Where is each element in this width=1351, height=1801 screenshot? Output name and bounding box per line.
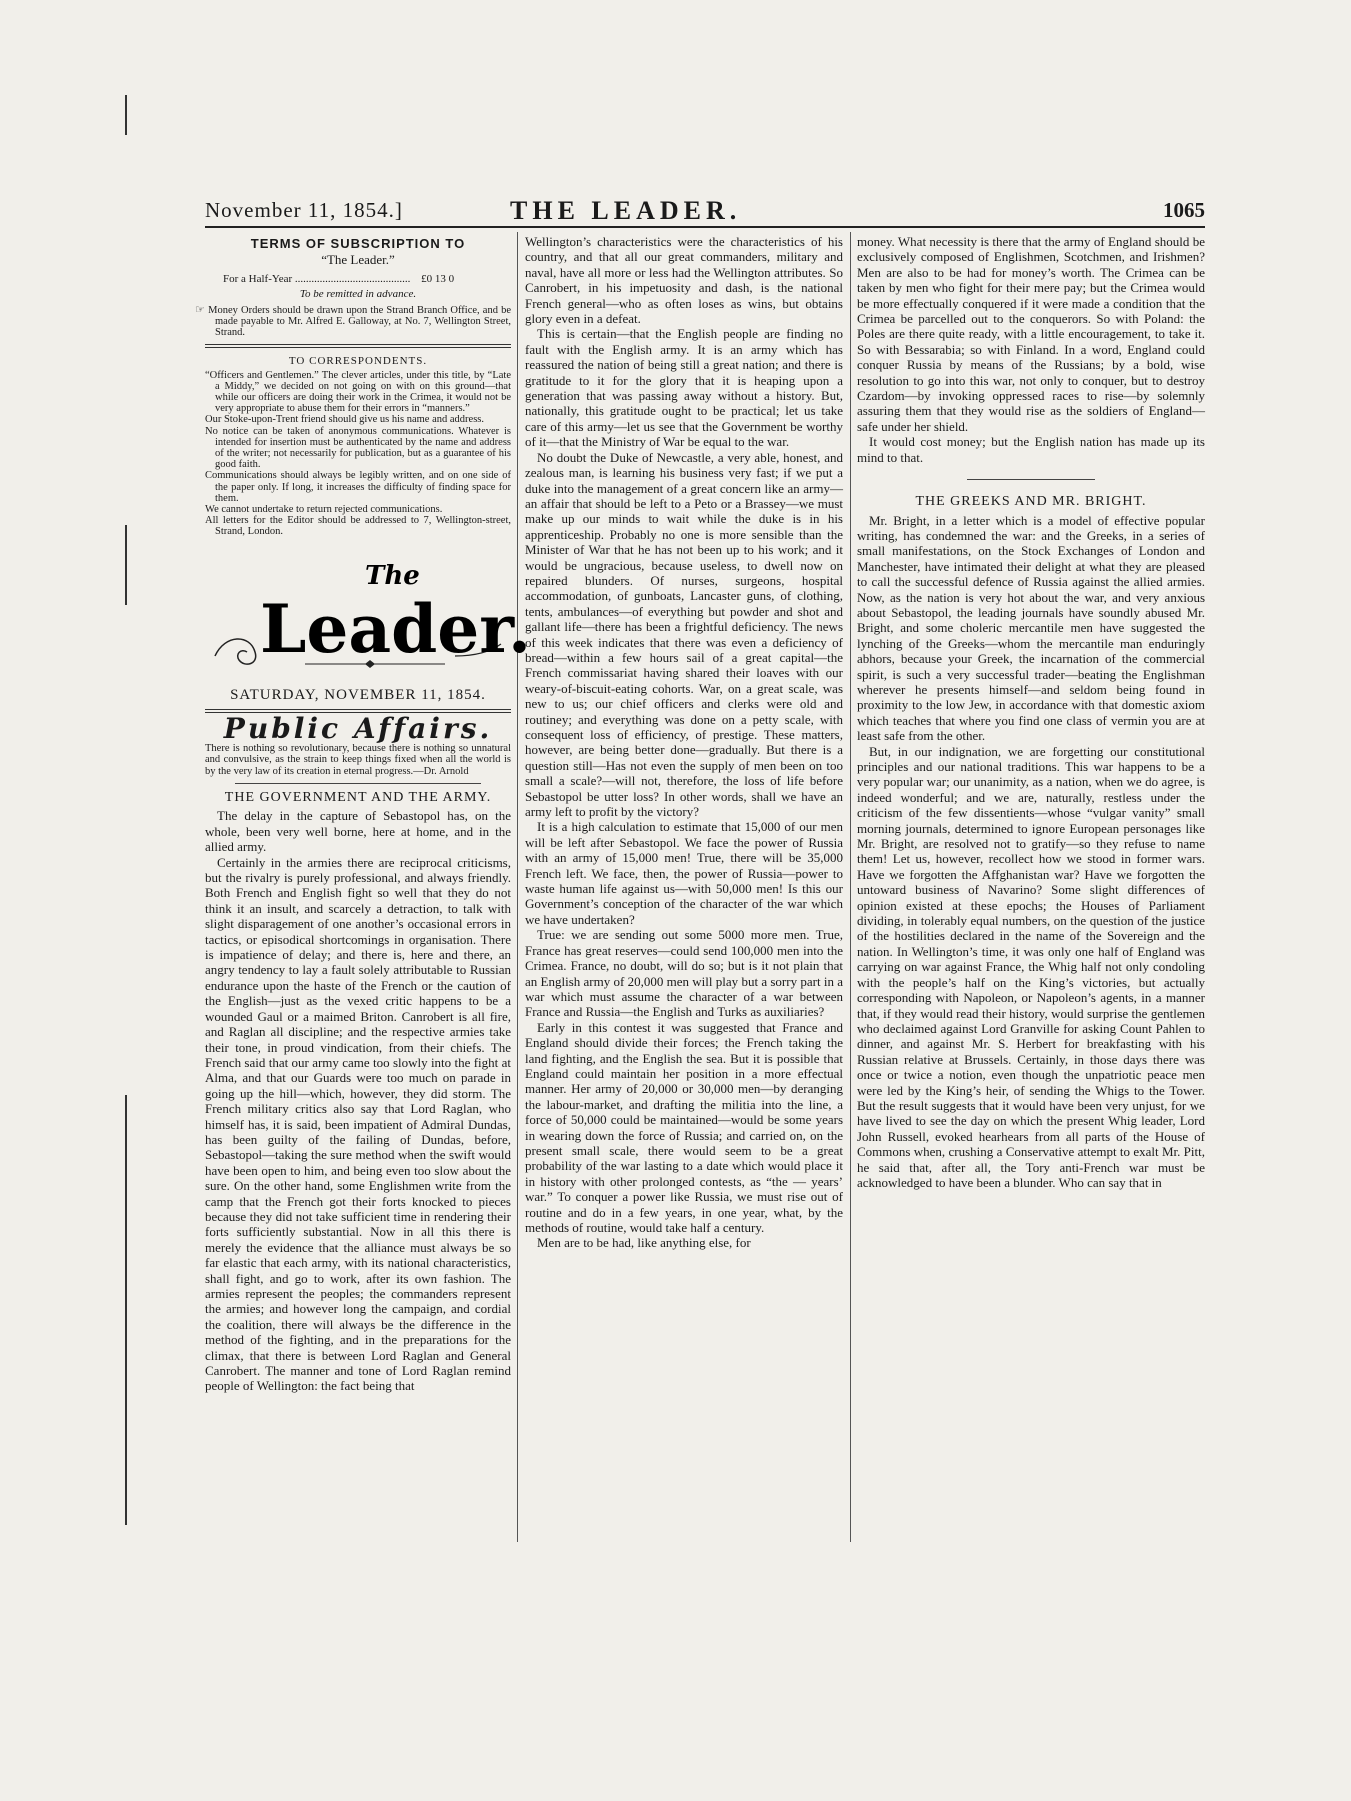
epigraph: There is nothing so revolutionary, because there is nothing so unnatural and convulsive, as the strain to keep things fixed when all the world is by the very law of its creation in eternal progress.—Dr. Arnold <box>205 742 511 777</box>
advance-note: To be remitted in advance. <box>299 288 417 301</box>
article-paragraph: No doubt the Duke of Newcastle, a very able, honest, and zealous man, is learning his business very fast; if we put a duke into the management of a great concern like an army—an affair that should be left to a Peto or a Brassey—we must make up our minds to wait while the duke is in his apprenticeship. Probably no one is more sensible than the Minister of War that he has not been up to his work; and it would be ungracious, because useless, to dwell now on repaired blunders. Of nurses, surgeons, hospital accommodation, of gunboats, Lancaster guns, of clothing, tents, ambulances—of everything but powder and shot and gallant life—there has been a frightful deficiency. The news of this week indicates that there was even a deficiency of bread—within a few hours sail of a great capital—the French commissariat having shared their loaves with our weary-of-biscuit-eating cohorts. War, on a great scale, was new to us; our chief officers and clerks were old and routiney; and everything was done on a petty scale, with consequent loss of efficiency, of prestige. These matters, however, are being better done—gradually. But there is a question still—Has not even the supply of men been on too small a scale?—will not, therefore, the loss of life before Sebastopol be utter loss? In other words, shall we have an army left to profit by the victory? <box>525 449 843 820</box>
article-paragraph: Wellington’s characteristics were the characteristics of his country, and that all our great commanders, military and naval, have all more or less had the Wellington attributes. So Canrobert, in his impetuosity and dash, is the national French general—who as often loses as wins, but obtains glory even in a defeat. <box>525 234 843 327</box>
rule <box>967 479 1095 480</box>
header-date: November 11, 1854.] <box>205 198 403 222</box>
rule <box>235 783 481 784</box>
article-paragraph: Men are to be had, like anything else, for <box>537 1235 751 1251</box>
page-header <box>205 198 1205 228</box>
issue-date: SATURDAY, NOVEMBER 11, 1854. <box>230 686 486 703</box>
page-number: 1065 <box>1163 198 1205 222</box>
column-divider <box>517 232 518 1542</box>
article-title: THE GOVERNMENT AND THE ARMY. <box>224 790 492 805</box>
article-title: THE GREEKS AND MR. BRIGHT. <box>915 494 1147 510</box>
subscription-paper-name: “The Leader.” <box>321 252 395 268</box>
correspondent-note: Our Stoke-upon-Trent friend should give us his name and address. <box>205 414 484 426</box>
double-rule <box>205 344 511 348</box>
article-paragraph: The delay in the capture of Sebastopol has, on the whole, been very well borne, here at home, and in the allied army. <box>205 808 511 855</box>
article-paragraph: But, in our indignation, we are forgetting our constitutional principles and our national traditions. This war happens to be a very popular war; our unanimity, as a nation, when we do agree, is indeed wonderful; and we are, naturally, restless under the criticism of the few dissentients—whose “vulgar vanity” small morning journals, determined to ignore European personages like Mr. Bright, are resolved not to gratify—so they refuse to name them! Let us, however, recollect how we stood in former wars. Have we forgotten the Affghanistan war? Have we forgotten the untoward business of Navarino? Some slight differences of opinion existed at these epochs; the Houses of Parliament dividing, in tolerably equal numbers, on the question of the justice of the hostilities declared in the name of the Sovereign and the nation. In Wellington’s time, it was only one half of England was carrying on war against France, the Whig half not only condoling with the people’s half on the King’s victories, but actually corresponding with Napoleon, or Napoleon’s agents, in a manner that, if they would read their history, would surprise the gentlemen who declaimed against Lord Granville for asking Count Pahlen to dinner, and against Mr. S. Herbert for breakfasting with his Russian relative at Brussels. Certainly, in those days there was once or twice a notion, even though the unpatriotic peace men were led by the King’s heir, of sending the Whigs to the Tower. But the result suggests that it would have been very unjust, for we have lived to see the day on which the present Whig leader, Lord John Russell, evoked hearhears from all parts of the House of Commons when, crushing a Conservative attempt to exalt Mr. Pitt, he said that, after all, the Tory anti-French war must be acknowledged to have been a blunder. Who can say that in <box>857 743 1205 1190</box>
column-2 <box>525 234 843 1544</box>
fee-label: For a Half-Year <box>223 272 293 285</box>
article-paragraph: Certainly in the armies there are reciprocal criticisms, but the rivalry is purely professional, and always friendly. Both French and English fight so well that they do not think it an insult, and scarcely a detraction, to talk with slight disparagement of one another’s occasional errors in tactics, or episodical shortcomings in organisation. There is impatience of delay; and there is, here and there, an angry tendency to lay a fault solely attributable to Russian endurance upon the haste of the French or the caution of the English—just as the vexed critic happens to be a wounded Gaul or a maimed Briton. Canrobert is all fire, and Raglan all discipline; and the respective armies take their tone, in proud vindication, from their chiefs. The French said that our army came too slowly into the fight at Alma, and that our Guards were too much on parade in going up the hill—which, however, they did storm. The French military critics also say that Lord Raglan, who himself has, it is said, been impatient of Admiral Dundas, has been guilty of the failing of Dundas, before, Sebastopol—taking the sure method when the swift would have been open to him, and being even too slow about the sure. On the other hand, some Englishmen write from the camp that the French got their forts knocked to pieces because they did not take sufficient time in rendering their forts sufficiently substantial. Now in all this there is merely the evidence that the alliance must always be so far elastic that each army, with its national characteristics, shall fight, and go to work, after its own fashion. The armies represent the peoples; the commanders represent the armies; and however long the campaign, and cordial the coalition, there will always be the difference in the method of the fighting, and in the preparations for the climax, that there is between Lord Raglan and General Canrobert. The manner and tone of Lord Raglan remind people of Wellington: the fact being that <box>205 854 511 1394</box>
header-rule <box>205 226 1205 228</box>
article-paragraph: Early in this contest it was suggested that France and England should divide their forces; the French taking the land fighting, and the English the sea. But it is possible that England could maintain her position in a more effectual manner. Her army of 20,000 or 30,000 men—by deranging the labour-market, and drafting the militia into the line, a force of 50,000 could be maintained—would be some years in wearing down the force of Russia; and carried on, on the present small scale, there would seem to be a great probability of the war lasting to a date which would place it in history with other prolonged contests, as “the — years’ war.” To conquer a power like Russia, we must rise out of routine and do in a few years, in one year, what, by the methods of routine, would take half a century. <box>525 1019 843 1235</box>
section-heading: Public Affairs. <box>223 712 493 746</box>
correspondent-note: “Officers and Gentlemen.” The clever articles, under this title, by “Late a Middy,” we decided on not going on with on this ground—that while our officers are doing their work in the Crimea, it would not be very appropriate to abuse them for their errors in “manners.” <box>205 369 511 415</box>
masthead <box>205 560 531 684</box>
money-orders-note: ☞ Money Orders should be drawn upon the Strand Branch Office, and be made payable to Mr. Alfred E. Galloway, at No. 7, Wellington Street, Strand. <box>195 303 511 339</box>
correspondent-note: Communications should always be legibly written, and on one side of the paper only. If long, it increases the difficulty of finding space for them. <box>205 470 511 504</box>
correspondent-note: No notice can be taken of anonymous communications. Whatever is intended for insertion must be authenticated by the name and address of the writer; not necessarily for publication, but as a guarantee of his good faith. <box>205 425 511 471</box>
article-paragraph: Mr. Bright, in a letter which is a model of effective popular writing, has condemned the war: and the Greeks, in a series of small manifestations, on the Stock Exchanges of London and Manchester, have intimated their delight at what they are pleased to call the successful defence of Russia against the allied armies. Now, as the nation is very hot about the war, and very anxious about Sebastopol, the leading journals have soundly abused Mr. Bright, and some choleric mercantile men have suggested the lynching of the Greeks—whom the mercantile man enduringly abhors, because your Greek, the incarnation of the commercial spirit, is such a very successful trader—beating the Englishman wherever he presents himself—and seldom being found in proximity to the low Jew, in accordance with that domestic axiom which teaches that where you find one class of vermin you are at least safe from the other. <box>857 512 1205 744</box>
article-paragraph: True: we are sending out some 5000 more men. True, France has great reserves—could send 100,000 men into the Crimea. France, no doubt, will do so; but is it not plain that an English army of 20,000 men will play but a sorry part in a war which must assume the character of a war between France and Russia—the English and Turks as auxiliaries? <box>525 927 843 1020</box>
column-1 <box>195 234 531 1544</box>
money-orders-text: Money Orders should be drawn upon the Strand Branch Office, and be made payable to Mr. Alfred E. Galloway, at No. 7, Wellington Street, Strand. <box>208 304 511 339</box>
correspondents-notes <box>205 370 511 538</box>
correspondents-heading: TO CORRESPONDENTS. <box>288 355 428 368</box>
masthead-title: Leader. <box>260 589 531 668</box>
article-paragraph: It is a high calculation to estimate that 15,000 of our men will be left after Sebastopol. We face the power of Russia with an army of 15,000 men! True, there will be 35,000 French left. We face, then, the power of Russia—power to waste human life against us—with 50,000 men! Is this our Government’s conception of the character of the war which we have undertaken? <box>525 819 843 927</box>
subscription-fee: For a Half-Year .......................................... £0 13 0 <box>223 272 455 285</box>
header-title: THE LEADER. <box>510 196 742 225</box>
correspondent-note: We cannot undertake to return rejected communications. <box>205 504 443 516</box>
column-divider <box>850 232 851 1542</box>
article-paragraph: It would cost money; but the English nation has made up its mind to that. <box>857 434 1205 465</box>
fee-amount: £0 13 0 <box>421 272 455 285</box>
correspondent-note: All letters for the Editor should be addressed to 7, Wellington-street, Strand, London. <box>205 515 511 538</box>
column-3 <box>857 234 1205 1544</box>
subscription-title: TERMS OF SUBSCRIPTION TO <box>250 236 466 251</box>
masthead-the: The <box>365 560 420 591</box>
masthead-ornament-icon <box>205 560 531 684</box>
binding-marks <box>125 95 127 1525</box>
article-paragraph: This is certain—that the English people are finding no fault with the English army. It is an army which has reassured the nation of being still a great nation; and there is gratitude to it for the glory that it is heaping upon a generation that was passing away without a history. But, nationally, this gratitude ought to be practical; let us take care of this army—let us see that the Government be worthy of it—that the Ministry of War be equal to the war. <box>525 326 843 450</box>
article-paragraph: money. What necessity is there that the army of England should be exclusively composed of Englishmen, Scotchmen, and Irishmen? Men are also to be had for money’s worth. The Crimea can be taken by men who fight for their mere pay; but the Crimea would be more effectually conquered if it were made a condition that the Crimea be parcelled out to the conquerors. So with Poland: the Poles are there quite ready, with a little encouragement, to take it. So with Bessarabia; so with Finland. In a word, England could conquer Russia by means of the Russians; by a bold, wise resolution to go into this war, not only to conquer, but to destroy Czardom—by invoking oppressed races to rise—by solemnly assuring them that they would rise as the soldiers of England—safe under her shield. <box>857 234 1205 434</box>
